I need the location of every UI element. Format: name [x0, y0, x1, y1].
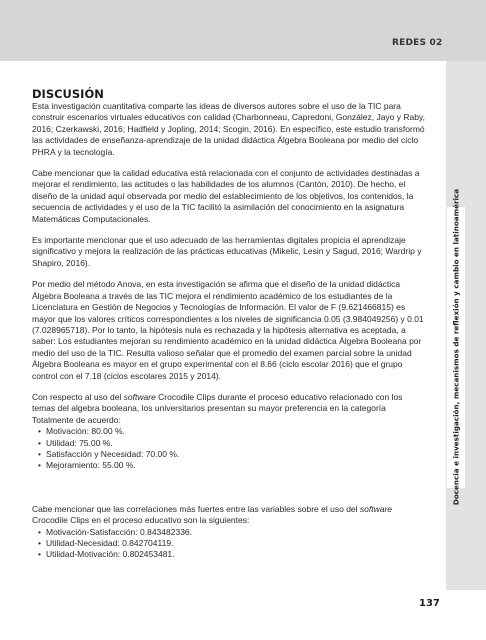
- list-item: • Utilidad-Necesidad: 0.842704119.: [38, 538, 174, 548]
- list-item: • Utilidad-Motivación: 0.802453481.: [38, 549, 175, 560]
- software-term: software: [123, 391, 156, 402]
- paragraph-5-start: Con respecto al uso del: [32, 391, 124, 402]
- paragraph-6: [32, 504, 427, 527]
- header-band: [0, 0, 486, 61]
- page-number: 137: [419, 598, 440, 609]
- list-item: • Mejoramiento: 55.00 %.: [38, 460, 136, 471]
- main-content: [32, 88, 427, 561]
- running-head: REDES 02: [392, 38, 443, 48]
- paragraph-5: [32, 392, 427, 426]
- paragraph-1: Esta investigación cuantitativa comparte las ideas de diversos autores sobre el uso de la TIC para construir escenarios virtuales educativos con calidad (Charbonneau, Capredoni, González, Jayo y Raby, 2016; Czerkawski, 2016; Hadfield y Jopling, 2014; Scogin, 2016). En específico, este estudio transformó las actividades de enseñanza-aprendizaje de la unidad didáctica Álgebra Booleana por medio del ciclo PHRA y la tecnología.: [32, 101, 425, 157]
- paragraph-6-end: Crocodile Clips en el proceso educativo son la siguientes:: [32, 515, 250, 526]
- list-item: • Motivación-Satisfacción: 0.843482336.: [38, 526, 193, 537]
- list-item: • Satisfacción y Necesidad: 70.00 %.: [38, 448, 180, 459]
- list-item: • Utilidad: 75.00 %.: [38, 437, 113, 448]
- paragraph-3: Es importante mencionar que el uso adecuado de las herramientas digitales propicia el aprendizaje significativo y mejora la realización de las prácticas educativas (Mikelic, Lesin y Sagud, 2016; Wardrip y Shapiro, 2016).: [32, 235, 422, 268]
- paragraph-6-start: Cabe mencionar que las correlaciones más fuertes entre las variables sobre el uso del: [32, 503, 360, 514]
- paragraph-4: Por medio del método Anova, en esta investigación se afirma que el diseño de la unidad didáctica Álgebra Booleana a través de las TIC mejora el rendimiento académico de los estudiantes de la Licenciatura en Gestión de Negocios y Tecnologías de Información. El valor de F (9.621466815) es mayor que los valores críticos correspondientes a los niveles de significancia 0.05 (3.984049256) y 0.01 (7.028965718). Por lo tanto, la hipótesis nula es rechazada y la hipótesis alternativa es aceptada, a saber: Los estudiantes mejoran su rendimiento académico en la unidad didáctica Álgebra Booleana por medio del uso de la TIC. Resulta valioso señalar que el promedio del examen parcial sobre la unidad Álgebra Booleana es mayor en el grupo experimental con el 8.66 (ciclo escolar 2016) que el grupo control con el 7.18 (ciclos escolares 2015 y 2014).: [32, 279, 424, 381]
- section-title: DISCUSIÓN: [32, 87, 104, 101]
- correlation-list: [32, 527, 427, 561]
- paragraph-5-end: Crocodile Clips durante el proceso educativo relacionado con los temas del algebra booleana, los universitarios presentan su mayor preferencia en la categoría Totalmente de acuerdo:: [32, 391, 403, 425]
- paragraph-2: Cabe mencionar que la calidad educativa está relacionada con el conjunto de actividades destinadas a mejorar el rendimiento, las actitudes o las habilidades de los alumnos (Cantón, 2010). De hecho, el diseño de la unidad aquí observada por medio del establecimiento de los objetivos, los contenidos, la secuencia de actividades y el uso de la TIC facilitó la asimilación del conocimiento en la asignatura Matemáticas Computacionales.: [32, 168, 420, 224]
- preference-list: [32, 426, 427, 472]
- vertical-book-title: Docencia e investigación, mecanismos de reflexión y cambio en latinoamérica: [451, 188, 461, 506]
- software-term: software: [359, 503, 393, 514]
- list-item: • Motivación: 80.00 %.: [38, 426, 125, 437]
